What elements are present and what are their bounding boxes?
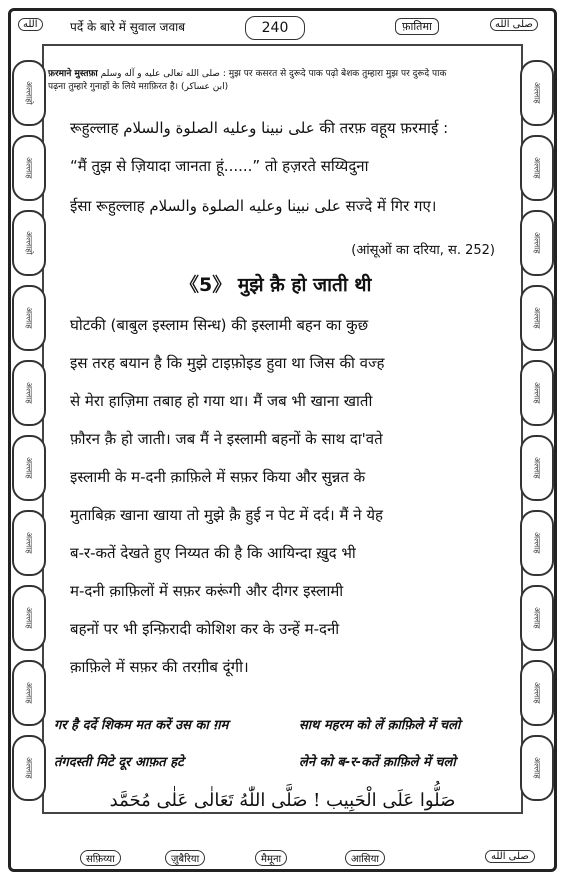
farman-arabic: صلى الله تعالى عليه و آله وسلم (100, 69, 220, 79)
medallion: अल्लाह (520, 735, 554, 801)
poem-half: तंगदस्ती मिटे दूर आफ़त हटे (54, 755, 184, 770)
poem-line-1 (54, 715, 514, 733)
medallion: अल्लाह (520, 135, 554, 201)
page-number: 240 (245, 16, 305, 40)
salat-line: صَلُّوا عَلَی الْحَبِیب ! صَلَّی اللّٰهُ تَعَالٰی عَلٰی مُحَمَّد (109, 790, 456, 811)
text-line: घोटकी (बाबुल इस्लाम सिन्ध) की इस्लामी बहन का कुछ (70, 316, 369, 334)
medallion: अल्लाह (12, 435, 46, 501)
medallion: अल्लाह (12, 135, 46, 201)
poem-line-2 (54, 752, 514, 770)
medallion: अल्लाह (520, 210, 554, 276)
medallion: अल्लाह (12, 585, 46, 651)
citation: (आंसूओं का दरिया, स. 252) (351, 243, 495, 258)
medallion: अल्लाह (520, 285, 554, 351)
text-line: क़ाफ़िले में सफ़र की तरग़ीब दूंगी। (70, 658, 249, 676)
medallion: अल्लाहो (12, 60, 46, 126)
bottom-tag: सफ़िय्या (80, 850, 121, 866)
farman-box (48, 68, 518, 94)
medallion: अल्लाह (12, 660, 46, 726)
bottom-tag: आसिया (345, 850, 385, 866)
text-line: मुताबिक़ खाना खाया तो मुझे क़ै हुई न पेट में दर्द। मैं ने येह (70, 506, 384, 524)
medallion: अल्लाह (12, 510, 46, 576)
text-line: ईसा रूहुल्लाह على نبينا وعليه الصلوة والسلام सज्दे में गिर गए। (70, 197, 437, 215)
poem-half: गर है दर्दे शिकम मत करें उस का ग़म (54, 718, 229, 733)
text-line: ब-र-कतें देखते हुए निय्यत की है कि आयिन्दा ख़ुद भी (70, 544, 356, 562)
medallion: अल्लाह (520, 510, 554, 576)
medallion: अल्लाह (520, 60, 554, 126)
farman-line1: : मुझ पर कसरत से दुरूदे पाक पढ़ो बेशक तुम्हारा मुझ पर दुरूदे पाक (222, 69, 447, 79)
text-line: इस तरह बयान है कि मुझे टाइफ़ोइड हुवा था जिस की वज्ह (70, 354, 385, 372)
section-heading: 《5》 मुझे क़ै हो जाती थी (180, 274, 372, 296)
header-tag: फ़ातिमा (395, 18, 439, 35)
medallion: अल्लाह (520, 435, 554, 501)
bottom-tag: صلى الله (485, 850, 535, 863)
bottom-tag: ज़ुबैरिया (165, 850, 205, 866)
medallion: अल्लाह (520, 585, 554, 651)
page-header (0, 16, 565, 40)
text-line: इस्लामी के म-दनी क़ाफ़िले में सफ़र किया और सुन्नत के (70, 468, 366, 486)
text-line: रूहुल्लाह على نبينا وعليه الصلوة والسلام की तरफ़ वहूय फ़रमाई : (70, 119, 449, 137)
bottom-tag: मैमूना (255, 850, 287, 866)
medallion: अल्लाह (12, 285, 46, 351)
farman-label: फ़रमाने मुस्तफ़ा (48, 69, 98, 79)
medallion: अल्लाहो (12, 210, 46, 276)
poem-half: साथ महरम को लें क़ाफ़िले में चलो (299, 718, 461, 733)
text-line: बहनों पर भी इन्फ़िरादी कोशिश कर के उन्हें म-दनी (70, 620, 340, 638)
text-line: फ़ौरन क़ै हो जाती। जब मैं ने इस्लामी बहनों के साथ दा'वते (70, 430, 383, 448)
poem-half: लेने को ब-र-कतें क़ाफ़िले में चलो (299, 755, 456, 770)
section-title: पर्दे के बारे में सुवाल जवाब (70, 20, 186, 34)
text-line: से मेरा हाज़िमा तबाह हो गया था। मैं जब भी खाना खाती (70, 392, 373, 410)
header-corner-left: الله (18, 18, 43, 31)
medallion: अल्लाह (12, 735, 46, 801)
medallion: अल्लाह (12, 360, 46, 426)
text-line: म-दनी क़ाफ़िलों में सफ़र करूंगी और दीगर इस्लामी (70, 582, 344, 600)
medallion: अल्लाह (520, 360, 554, 426)
farman-line2: पढ़ना तुम्हारे गुनाहों के लिये मग़फ़िरत है। (ابن عساكر) (48, 82, 229, 92)
header-corner-right: صلى الله (490, 18, 538, 31)
text-line: “मैं तुझ से ज़ियादा जानता हूं......” तो हज़रते सय्यिदुना (70, 157, 369, 175)
medallion: अल्लाह (520, 660, 554, 726)
